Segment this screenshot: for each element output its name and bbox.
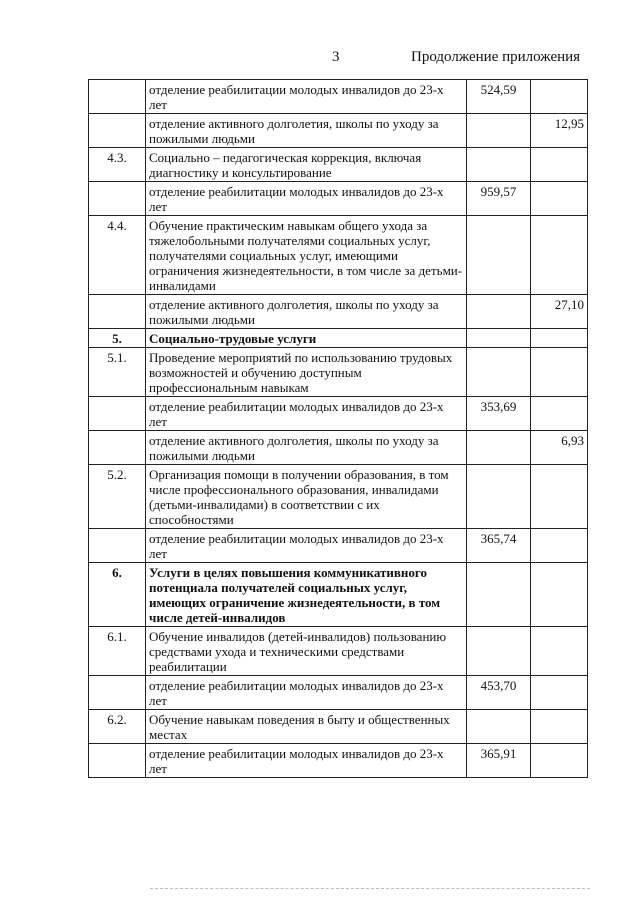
row-service-name: отделение реабилитации молодых инвалидов до 23-х лет <box>146 529 467 563</box>
row-value-2: 12,95 <box>531 114 588 148</box>
row-value-2 <box>531 148 588 182</box>
row-service-name: Обучение практическим навыкам общего ухода за тяжелобольными получателями социальных услуг, получателями социальных услуг, имеющими ограничения жизнедеятельности, в том числе за детьми-инвалидами <box>146 216 467 295</box>
row-number: 6. <box>89 563 146 627</box>
row-value-2: 6,93 <box>531 431 588 465</box>
row-service-name: отделение реабилитации молодых инвалидов до 23-х лет <box>146 397 467 431</box>
table-body <box>89 80 588 778</box>
row-value-2 <box>531 182 588 216</box>
row-number <box>89 182 146 216</box>
row-service-name: Обучение навыкам поведения в быту и общественных местах <box>146 710 467 744</box>
row-service-name: отделение реабилитации молодых инвалидов до 23-х лет <box>146 80 467 114</box>
row-value-2 <box>531 627 588 676</box>
row-number: 5.2. <box>89 465 146 529</box>
row-number: 4.3. <box>89 148 146 182</box>
table-row <box>89 710 588 744</box>
row-service-name: отделение активного долголетия, школы по уходу за пожилыми людьми <box>146 431 467 465</box>
row-value-1: 959,57 <box>467 182 531 216</box>
row-number <box>89 80 146 114</box>
scan-artifact-line <box>150 888 590 891</box>
table-row <box>89 431 588 465</box>
row-value-1: 524,59 <box>467 80 531 114</box>
table-row <box>89 563 588 627</box>
table-row <box>89 114 588 148</box>
table-row <box>89 295 588 329</box>
page-number: 3 <box>332 49 340 65</box>
row-value-1 <box>467 148 531 182</box>
table-row <box>89 397 588 431</box>
row-value-2 <box>531 563 588 627</box>
row-number <box>89 744 146 778</box>
table-row <box>89 465 588 529</box>
table-row <box>89 529 588 563</box>
table-row <box>89 216 588 295</box>
row-service-name: Обучение инвалидов (детей-инвалидов) пользованию средствами ухода и техническими средствами реабилитации <box>146 627 467 676</box>
row-value-1 <box>467 295 531 329</box>
row-value-2 <box>531 529 588 563</box>
row-service-name: Проведение мероприятий по использованию трудовых возможностей и обучению доступным профессиональным навыкам <box>146 348 467 397</box>
row-value-1 <box>467 216 531 295</box>
row-value-1 <box>467 431 531 465</box>
row-number <box>89 397 146 431</box>
row-value-2 <box>531 80 588 114</box>
row-service-name: Услуги в целях повышения коммуникативного потенциала получателей социальных услуг, имеющих ограничение жизнедеятельности, в том числе детей-инвалидов <box>146 563 467 627</box>
row-value-2 <box>531 348 588 397</box>
row-value-1: 453,70 <box>467 676 531 710</box>
row-number <box>89 431 146 465</box>
row-value-1: 353,69 <box>467 397 531 431</box>
row-service-name: отделение реабилитации молодых инвалидов до 23-х лет <box>146 182 467 216</box>
row-value-2 <box>531 329 588 348</box>
table-row <box>89 80 588 114</box>
table-row <box>89 329 588 348</box>
table-row <box>89 627 588 676</box>
row-value-2 <box>531 465 588 529</box>
row-service-name: Социально – педагогическая коррекция, включая диагностику и консультирование <box>146 148 467 182</box>
table-row <box>89 676 588 710</box>
row-number <box>89 676 146 710</box>
row-value-1 <box>467 627 531 676</box>
table-row <box>89 744 588 778</box>
table-row <box>89 148 588 182</box>
row-value-1 <box>467 465 531 529</box>
row-value-2 <box>531 216 588 295</box>
table-row <box>89 348 588 397</box>
row-number: 5.1. <box>89 348 146 397</box>
row-service-name: Организация помощи в получении образования, в том числе профессионального образования, инвалидами (детьми-инвалидами) в соответствии с их способностями <box>146 465 467 529</box>
row-service-name: отделение активного долголетия, школы по уходу за пожилыми людьми <box>146 295 467 329</box>
table-row <box>89 182 588 216</box>
row-value-2 <box>531 710 588 744</box>
row-number: 5. <box>89 329 146 348</box>
row-service-name: отделение активного долголетия, школы по уходу за пожилыми людьми <box>146 114 467 148</box>
row-value-2 <box>531 744 588 778</box>
row-number: 4.4. <box>89 216 146 295</box>
services-table <box>88 79 588 778</box>
row-number: 6.2. <box>89 710 146 744</box>
row-value-1: 365,91 <box>467 744 531 778</box>
row-service-name: Социально-трудовые услуги <box>146 329 467 348</box>
row-number <box>89 295 146 329</box>
row-value-1 <box>467 348 531 397</box>
row-number <box>89 529 146 563</box>
row-service-name: отделение реабилитации молодых инвалидов до 23-х лет <box>146 744 467 778</box>
row-value-1: 365,74 <box>467 529 531 563</box>
row-value-1 <box>467 329 531 348</box>
row-service-name: отделение реабилитации молодых инвалидов до 23-х лет <box>146 676 467 710</box>
row-number: 6.1. <box>89 627 146 676</box>
row-value-2: 27,10 <box>531 295 588 329</box>
row-value-1 <box>467 710 531 744</box>
row-value-1 <box>467 114 531 148</box>
row-number <box>89 114 146 148</box>
row-value-1 <box>467 563 531 627</box>
continuation-header: Продолжение приложения <box>411 49 581 65</box>
row-value-2 <box>531 397 588 431</box>
row-value-2 <box>531 676 588 710</box>
